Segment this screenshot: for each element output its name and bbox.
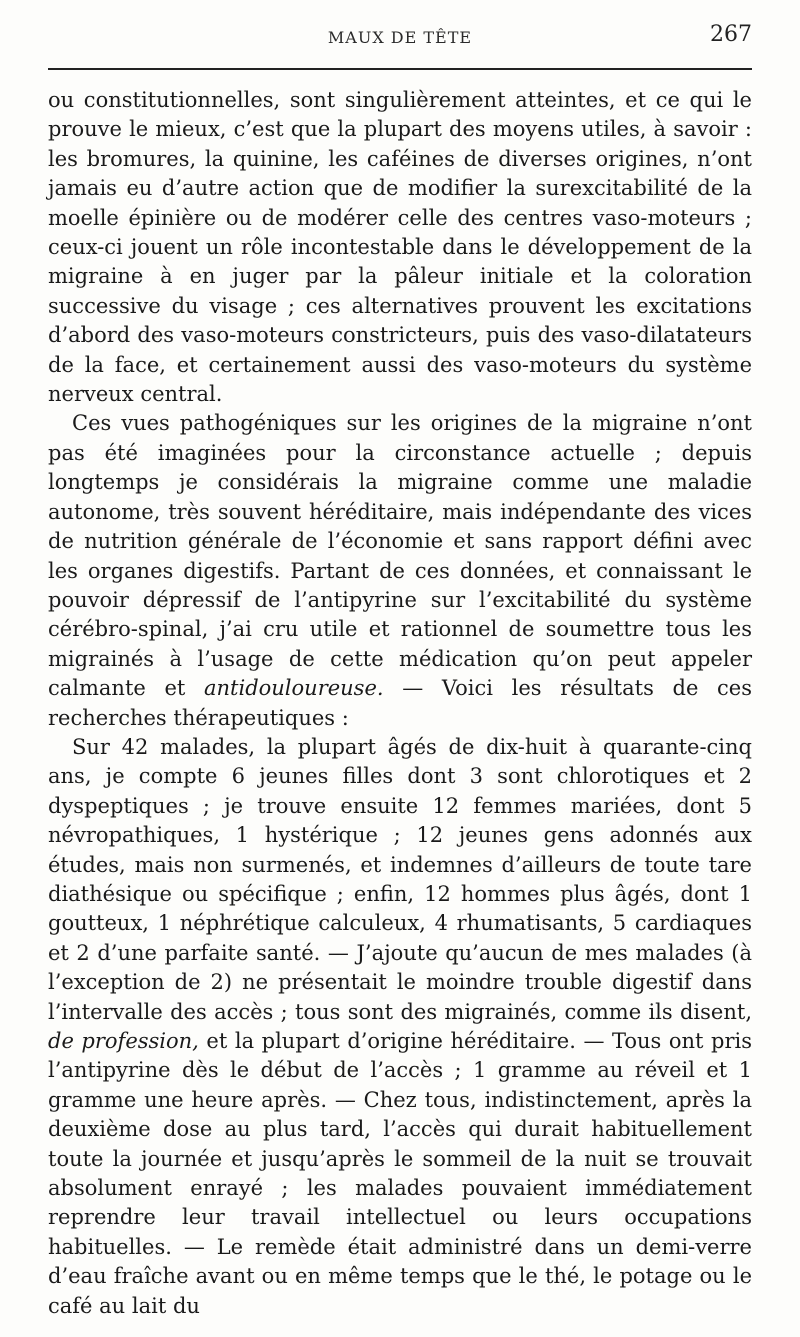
paragraph-2-text-after: — Voici les résultats de ces recherches thérapeutiques :: [48, 676, 752, 730]
body-text: [48, 86, 752, 1321]
paragraph-2: [48, 409, 752, 732]
running-title: MAUX DE TÊTE: [327, 28, 473, 47]
paragraph-2-emphasis: antidouloureuse.: [204, 676, 384, 701]
paragraph-3-text-after: et la plupart d’origine héréditaire. — Tous ont pris l’antipyrine dès le début de l’accès ; 1 gramme au réveil et 1 gramme une heure après. — Chez tous, indistinctement, après la deuxième dose au plus tard, l’accès qui durait habituellement toute la journée et jusqu’après le sommeil de la nuit se trouvait absolument enrayé ; les malades pouvaient immédiatement reprendre leur travail intellectuel ou leurs occupations habituelles. — Le remède était administré dans un demi-verre d’eau fraîche avant ou en même temps que le thé, le potage ou le café au lait du: [48, 1029, 753, 1318]
paragraph-1: ou constitutionnelles, sont singulièrement atteintes, et ce qui le prouve le mieux, c’est que la plupart des moyens utiles, à savoir : les bromures, la quinine, les caféines de diverses origines, n’ont jamais eu d’autre action que de modifier la surexcitabilité de la moelle épinière ou de modérer celle des centres vaso-moteurs ; ceux-ci jouent un rôle incontestable dans le développement de la migraine à en juger par la pâleur initiale et la coloration successive du visage ; ces alternatives prouvent les excitations d’abord des vaso-moteurs constricteurs, puis des vaso-dilatateurs de la face, et certainement aussi des vaso-moteurs du système nerveux central.: [48, 88, 752, 407]
header-rule: [48, 68, 752, 70]
paragraph-2-text-before: Ces vues pathogéniques sur les origines de la migraine n’ont pas été imaginées pour la circonstance actuelle ; depuis longtemps je considérais la migraine comme une maladie autonome, très souvent héréditaire, mais indépendante des vices de nutrition générale de l’économie et sans rapport défini avec les organes digestifs. Partant de ces données, et connaissant le pouvoir dépressif de l’antipyrine sur l’excitabilité du système cérébro-spinal, j’ai cru utile et rationnel de soumettre tous les migrainés à l’usage de cette médication qu’on peut appeler calmante et: [48, 411, 752, 701]
paragraph-3-text-before: Sur 42 malades, la plupart âgés de dix-huit à quarante-cinq ans, je compte 6 jeunes filles dont 3 sont chlorotiques et 2 dyspeptiques ; je trouve ensuite 12 femmes mariées, dont 5 névropathiques, 1 hystérique ; 12 jeunes gens adonnés aux études, mais non surmenés, et indemnes d’ailleurs de toute tare diathésique ou spécifique ; enfin, 12 hommes plus âgés, dont 1 goutteux, 1 néphrétique calculeux, 4 rhumatisants, 5 cardiaques et 2 d’une parfaite santé. — J’ajoute qu’aucun de mes malades (à l’exception de 2) ne présentait le moindre trouble digestif dans l’intervalle des accès ; tous sont des migrainés, comme ils disent,: [48, 734, 752, 1024]
paragraph-3: [48, 733, 752, 1321]
page-header: [48, 22, 752, 52]
paragraph-3-emphasis: de profession,: [48, 1029, 199, 1053]
page-number: 267: [710, 22, 752, 47]
